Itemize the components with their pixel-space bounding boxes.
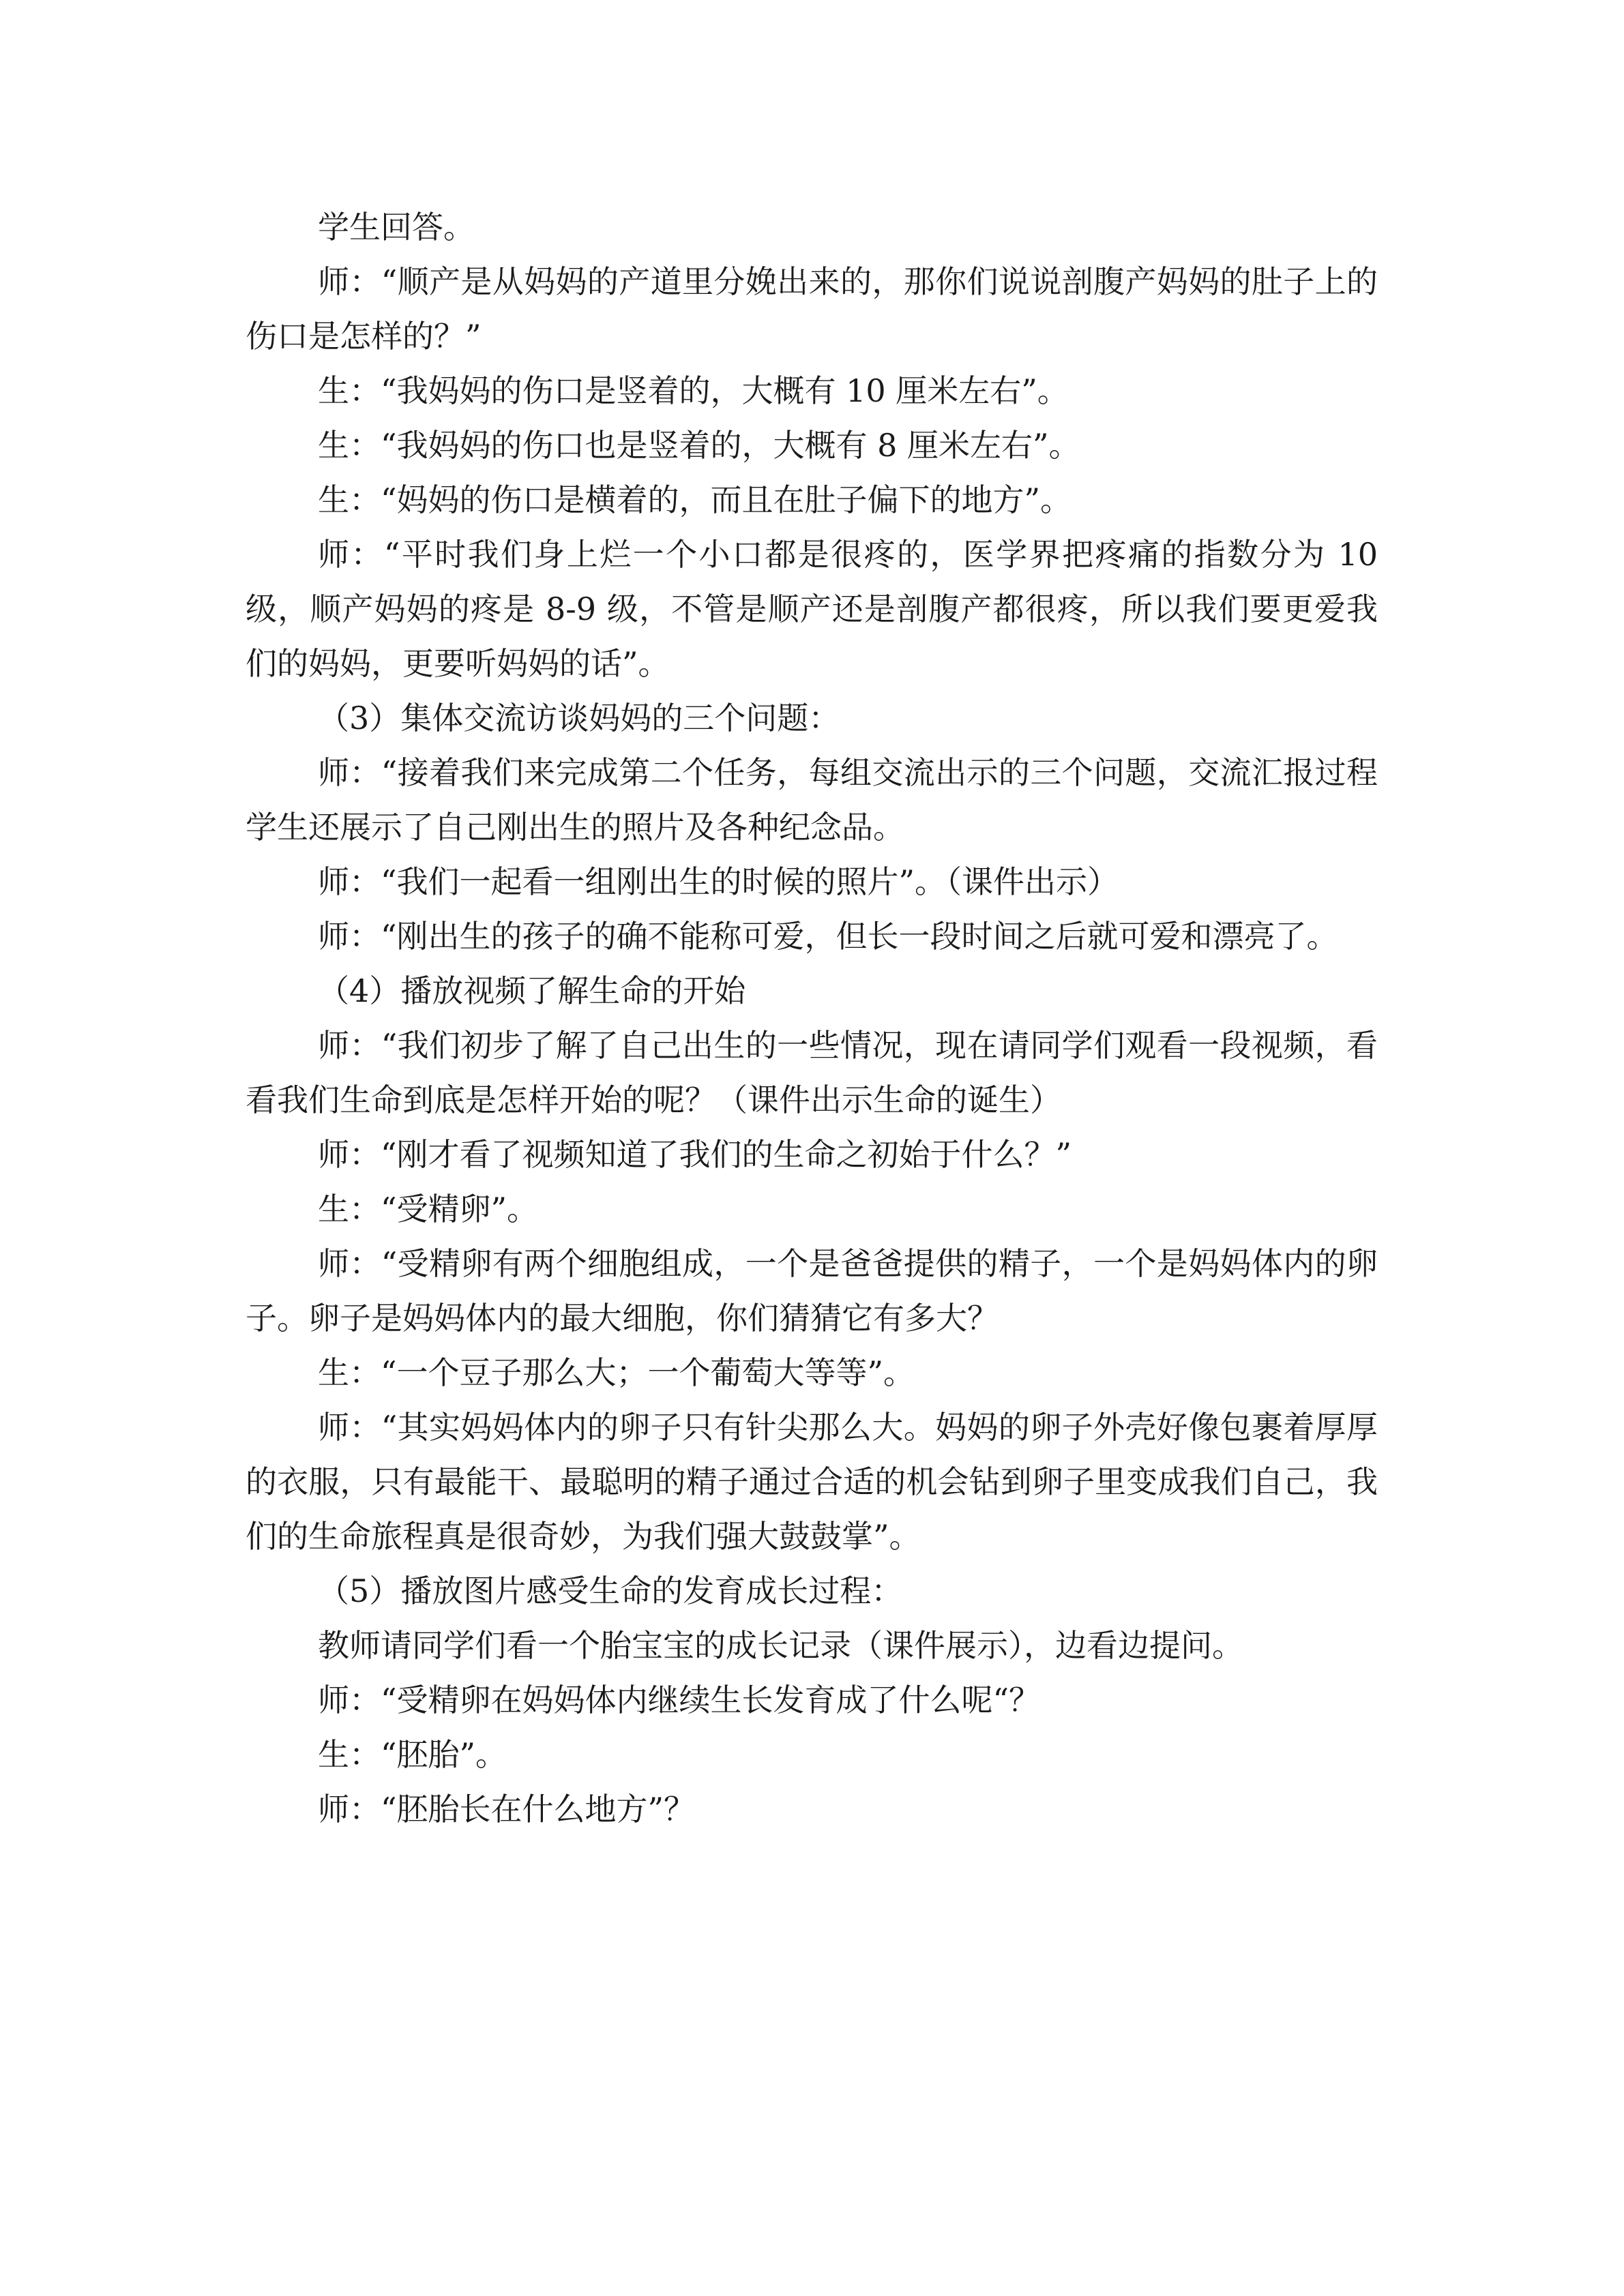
paragraph: 师：“顺产是从妈妈的产道里分娩出来的，那你们说说剖腹产妈妈的肚子上的伤口是怎样的？” [246,263,1378,355]
paragraph: 生：“胚胎”。 [318,1736,507,1773]
paragraph: 生：“一个豆子那么大；一个葡萄大等等”。 [318,1354,915,1391]
paragraph: 师：“刚出生的孩子的确不能称可爱，但长一段时间之后就可爱和漂亮了。 [318,918,1338,955]
paragraph: 学生回答。 [318,209,475,245]
paragraph: 师：“受精卵在妈妈体内继续生长发育成了什么呢“？ [318,1682,1041,1718]
paragraph: 师：“我们一起看一组刚出生的时候的照片”。（课件出示） [318,863,1119,900]
paragraph: 师：“受精卵有两个细胞组成，一个是爸爸提供的精子，一个是妈妈体内的卵子。卵子是妈妈体内的最大细胞，你们猜猜它有多大？ [246,1245,1378,1337]
paragraph: 师：“平时我们身上烂一个小口都是很疼的，医学界把疼痛的指数分为 10 级，顺产妈妈的疼是 8-9 级，不管是顺产还是剖腹产都很疼，所以我们要更爱我们的妈妈，更要听妈妈的话”。 [246,536,1378,682]
paragraph: 师：“胚胎长在什么地方”？ [318,1791,696,1828]
section-heading: （4）播放视频了解生命的开始 [318,972,746,1009]
paragraph: 师：“其实妈妈体内的卵子只有针尖那么大。妈妈的卵子外壳好像包裹着厚厚的衣服，只有最能干、最聪明的精子通过合适的机会钻到卵子里变成我们自己，我们的生命旅程真是很奇妙，为我们强大鼓鼓掌”。 [246,1409,1378,1555]
section-heading: （5）播放图片感受生命的发育成长过程： [318,1572,903,1609]
paragraph: 师：“接着我们来完成第二个任务，每组交流出示的三个问题，交流汇报过程学生还展示了自己刚出生的照片及各种纪念品。 [246,754,1378,846]
paragraph: 生：“受精卵”。 [318,1191,539,1227]
paragraph: 师：“我们初步了解了自己出生的一些情况，现在请同学们观看一段视频，看看我们生命到底是怎样开始的呢？（课件出示生命的诞生） [246,1027,1378,1118]
paragraph: 生：“妈妈的伤口是横着的，而且在肚子偏下的地方”。 [318,481,1072,518]
document-body [246,200,1378,1836]
paragraph: 教师请同学们看一个胎宝宝的成长记录（课件展示），边看边提问。 [318,1627,1243,1664]
section-heading: （3）集体交流访谈妈妈的三个问题： [318,700,840,736]
paragraph: 生：“我妈妈的伤口是竖着的，大概有 10 厘米左右”。 [318,372,1069,409]
paragraph: 师：“刚才看了视频知道了我们的生命之初始于什么？” [318,1136,1072,1173]
paragraph: 生：“我妈妈的伤口也是竖着的，大概有 8 厘米左右”。 [318,427,1080,464]
